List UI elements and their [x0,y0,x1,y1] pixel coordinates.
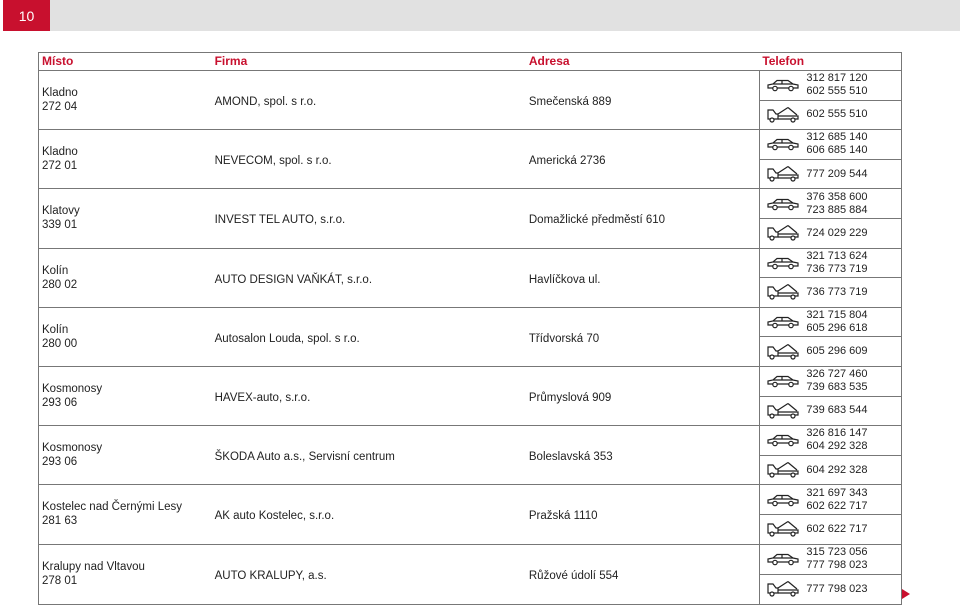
phone-cell [759,367,901,425]
towing-phone-number [806,227,867,240]
address-cell [526,545,759,604]
dealer-table [38,52,902,605]
service-phone-numbers [806,250,867,276]
towing-phones [760,278,901,307]
phone-number: 312 817 120 [806,72,868,85]
city-cell [39,426,212,484]
company-name: AK auto Kostelec, s.r.o. [214,510,335,523]
service-phone-numbers [806,487,867,513]
city-cell [39,71,212,129]
towing-phone-number [806,583,867,596]
tow-truck-icon [760,283,806,301]
phone-number: 602 622 717 [806,499,868,512]
phone-number: 777 209 544 [806,167,868,180]
towing-phone-number [806,108,867,121]
zip-code: 339 01 [42,219,78,232]
company-name: HAVEX-auto, s.r.o. [214,392,311,405]
address-cell [526,249,759,307]
city-cell [39,130,212,188]
zip-code: 278 01 [42,575,78,588]
company-name: Autosalon Louda, spol. s r.o. [214,332,360,345]
city-name: Kosmonosy [42,383,103,396]
company-name: NEVECOM, spol. s r.o. [214,155,332,168]
service-phone-numbers [806,309,867,335]
phone-number: 604 292 328 [806,463,868,476]
phone-number: 777 798 023 [806,582,868,595]
city-name: Klatovy [42,205,80,218]
service-phone-numbers [806,427,867,453]
city-cell [39,249,212,307]
table-row [39,249,901,308]
city-name: Kolín [42,264,69,277]
car-icon [760,433,806,447]
city-cell [39,308,212,366]
towing-phones [760,397,901,426]
phone-number: 605 296 618 [806,322,868,335]
phone-number: 602 555 510 [806,85,868,98]
company-cell [212,485,526,543]
towing-phones [760,575,901,604]
tow-truck-icon [760,343,806,361]
phone-number: 321 713 624 [806,249,868,262]
phone-number: 376 358 600 [806,190,868,203]
table-row [39,485,901,544]
service-phones [760,130,901,160]
city-name: Kladno [42,146,78,159]
table-body [39,71,901,604]
towing-phone-number [806,523,867,536]
city-name: Kralupy nad Vltavou [42,561,145,574]
phone-cell [759,130,901,188]
address-cell [526,367,759,425]
phone-number: 736 773 719 [806,285,868,298]
car-icon [760,78,806,92]
address-cell [526,130,759,188]
phone-number: 739 683 535 [806,381,868,394]
service-phones [760,308,901,338]
company-cell [212,71,526,129]
phone-number: 739 683 544 [806,404,868,417]
company-name: ŠKODA Auto a.s., Servisní centrum [214,451,395,464]
address-cell [526,71,759,129]
towing-phone-number [806,168,867,181]
company-name: AUTO DESIGN VAŇKÁT, s.r.o. [214,273,373,286]
car-icon [760,256,806,270]
tow-truck-icon [760,402,806,420]
towing-phone-number [806,404,867,417]
table-row [39,426,901,485]
company-cell [212,545,526,604]
towing-phones [760,160,901,189]
car-icon [760,552,806,566]
service-phone-numbers [806,368,867,394]
address-text: Boleslavská 353 [528,451,613,464]
header-city: Místo [42,54,74,68]
service-phones [760,249,901,279]
phone-number: 604 292 328 [806,440,868,453]
company-name: INVEST TEL AUTO, s.r.o. [214,214,346,227]
address-text: Americká 2736 [528,155,606,168]
phone-cell [759,249,901,307]
city-name: Kosmonosy [42,442,103,455]
city-name: Kladno [42,87,78,100]
phone-number: 605 296 609 [806,345,868,358]
company-name: AMOND, spol. s r.o. [214,96,317,109]
company-cell [212,426,526,484]
address-text: Domažlické předměstí 610 [528,214,666,227]
company-cell [212,130,526,188]
towing-phones [760,456,901,485]
address-cell [526,426,759,484]
city-cell [39,189,212,247]
address-cell [526,189,759,247]
table-header [39,53,901,71]
phone-number: 723 885 884 [806,203,868,216]
company-cell [212,189,526,247]
tow-truck-icon [760,461,806,479]
phone-number: 606 685 140 [806,144,868,157]
service-phone-numbers [806,72,867,98]
towing-phone-number [806,464,867,477]
service-phones [760,71,901,101]
table-row [39,130,901,189]
phone-cell [759,308,901,366]
phone-cell [759,189,901,247]
company-name: AUTO KRALUPY, a.s. [214,570,327,583]
tow-truck-icon [760,106,806,124]
towing-phone-number [806,345,867,358]
service-phone-numbers [806,191,867,217]
phone-cell [759,545,901,604]
phone-number: 321 715 804 [806,309,868,322]
phone-number: 777 798 023 [806,559,868,572]
towing-phones [760,219,901,248]
city-name: Kolín [42,323,69,336]
phone-number: 602 622 717 [806,522,868,535]
car-icon [760,137,806,151]
towing-phones [760,515,901,544]
city-name: Kostelec nad Černými Lesy [42,501,182,514]
zip-code: 281 63 [42,515,78,528]
phone-number: 315 723 056 [806,546,868,559]
towing-phones [760,337,901,366]
phone-number: 326 816 147 [806,427,868,440]
header-phone: Telefon [762,54,805,68]
address-text: Třídvorská 70 [528,332,600,345]
phone-number: 736 773 719 [806,262,868,275]
city-cell [39,545,212,604]
towing-phones [760,101,901,130]
phone-number: 321 697 343 [806,486,868,499]
service-phones [760,367,901,397]
zip-code: 293 06 [42,397,78,410]
page-number: 10 [3,0,50,31]
phone-number: 602 555 510 [806,108,868,121]
car-icon [760,315,806,329]
next-page-arrow-icon[interactable] [902,589,910,599]
address-text: Růžové údolí 554 [528,570,619,583]
address-cell [526,308,759,366]
tow-truck-icon [760,224,806,242]
company-cell [212,308,526,366]
city-cell [39,367,212,425]
phone-cell [759,426,901,484]
towing-phone-number [806,286,867,299]
phone-number: 724 029 229 [806,226,868,239]
table-row [39,308,901,367]
zip-code: 280 02 [42,278,78,291]
header-company: Firma [214,54,248,68]
table-row [39,189,901,248]
address-text: Průmyslová 909 [528,392,612,405]
service-phone-numbers [806,131,867,157]
service-phones [760,485,901,515]
service-phone-numbers [806,546,867,572]
car-icon [760,374,806,388]
address-text: Havlíčkova ul. [528,273,601,286]
address-text: Pražská 1110 [528,510,598,523]
tow-truck-icon [760,165,806,183]
phone-number: 312 685 140 [806,131,868,144]
table-row [39,71,901,130]
header-address: Adresa [528,54,570,68]
zip-code: 293 06 [42,456,78,469]
car-icon [760,493,806,507]
page-header-bar [3,0,960,31]
address-text: Smečenská 889 [528,96,612,109]
service-phones [760,189,901,219]
phone-cell [759,71,901,129]
company-cell [212,367,526,425]
table-row [39,367,901,426]
zip-code: 272 01 [42,160,78,173]
phone-cell [759,485,901,543]
zip-code: 272 04 [42,101,78,114]
phone-number: 326 727 460 [806,368,868,381]
tow-truck-icon [760,580,806,598]
car-icon [760,197,806,211]
company-cell [212,249,526,307]
service-phones [760,426,901,456]
zip-code: 280 00 [42,337,78,350]
tow-truck-icon [760,520,806,538]
city-cell [39,485,212,543]
service-phones [760,545,901,575]
address-cell [526,485,759,543]
table-row [39,545,901,604]
